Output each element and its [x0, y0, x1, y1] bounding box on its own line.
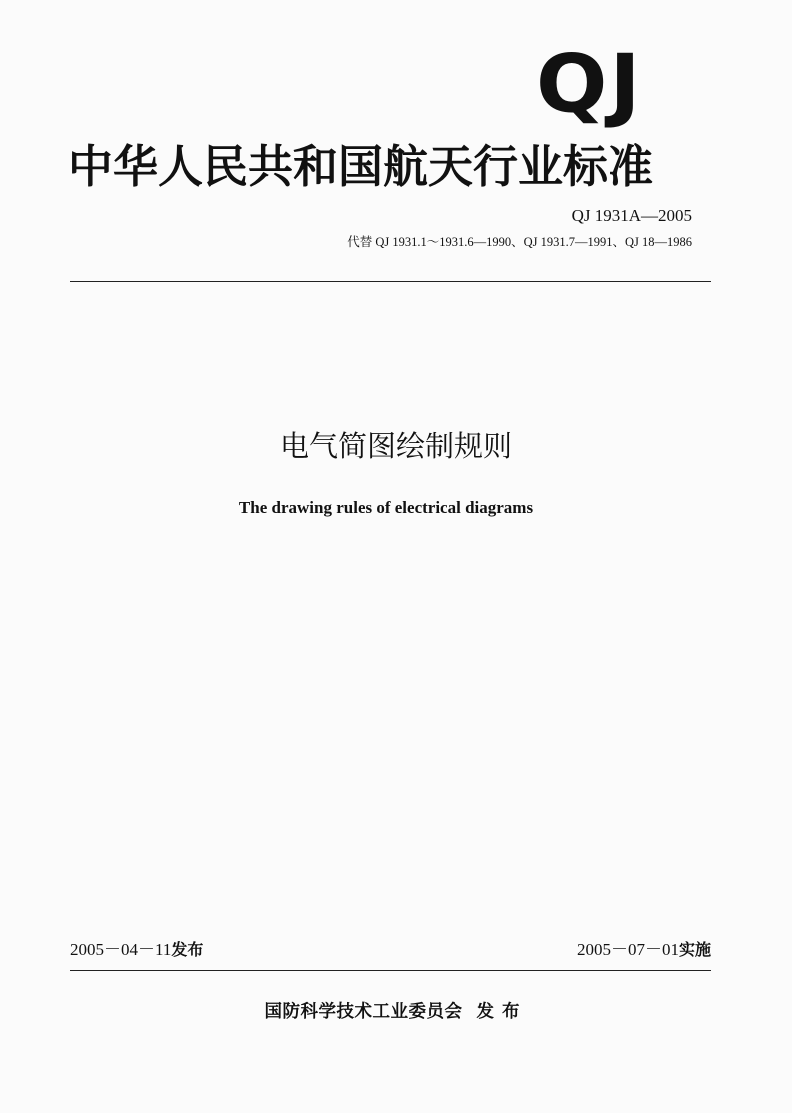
effective-date: 2005－07－01	[576, 940, 679, 959]
standard-category-title: 中华人民共和国航天行业标准	[68, 140, 654, 193]
bottom-divider	[70, 970, 711, 971]
issue-date-line	[70, 940, 203, 960]
publish-action: 发布	[476, 1002, 528, 1022]
top-divider	[70, 281, 711, 282]
publisher-line	[0, 1000, 792, 1024]
effective-label: 实施	[678, 940, 711, 959]
publisher-name: 国防科学技术工业委员会	[264, 1002, 463, 1022]
document-title-chinese: 电气简图绘制规则	[279, 429, 512, 463]
document-title-english: The drawing rules of electrical diagrams	[238, 498, 534, 517]
qj-logo: QJ	[536, 37, 643, 131]
issue-date: 2005－04－11	[70, 940, 172, 959]
effective-date-line	[577, 940, 711, 960]
standard-number: QJ 1931A—2005	[571, 206, 692, 225]
replaces-standards: 代替 QJ 1931.1～1931.6—1990、QJ 1931.7—1991、QJ 18—1986	[347, 235, 692, 249]
issue-label: 发布	[171, 940, 204, 959]
